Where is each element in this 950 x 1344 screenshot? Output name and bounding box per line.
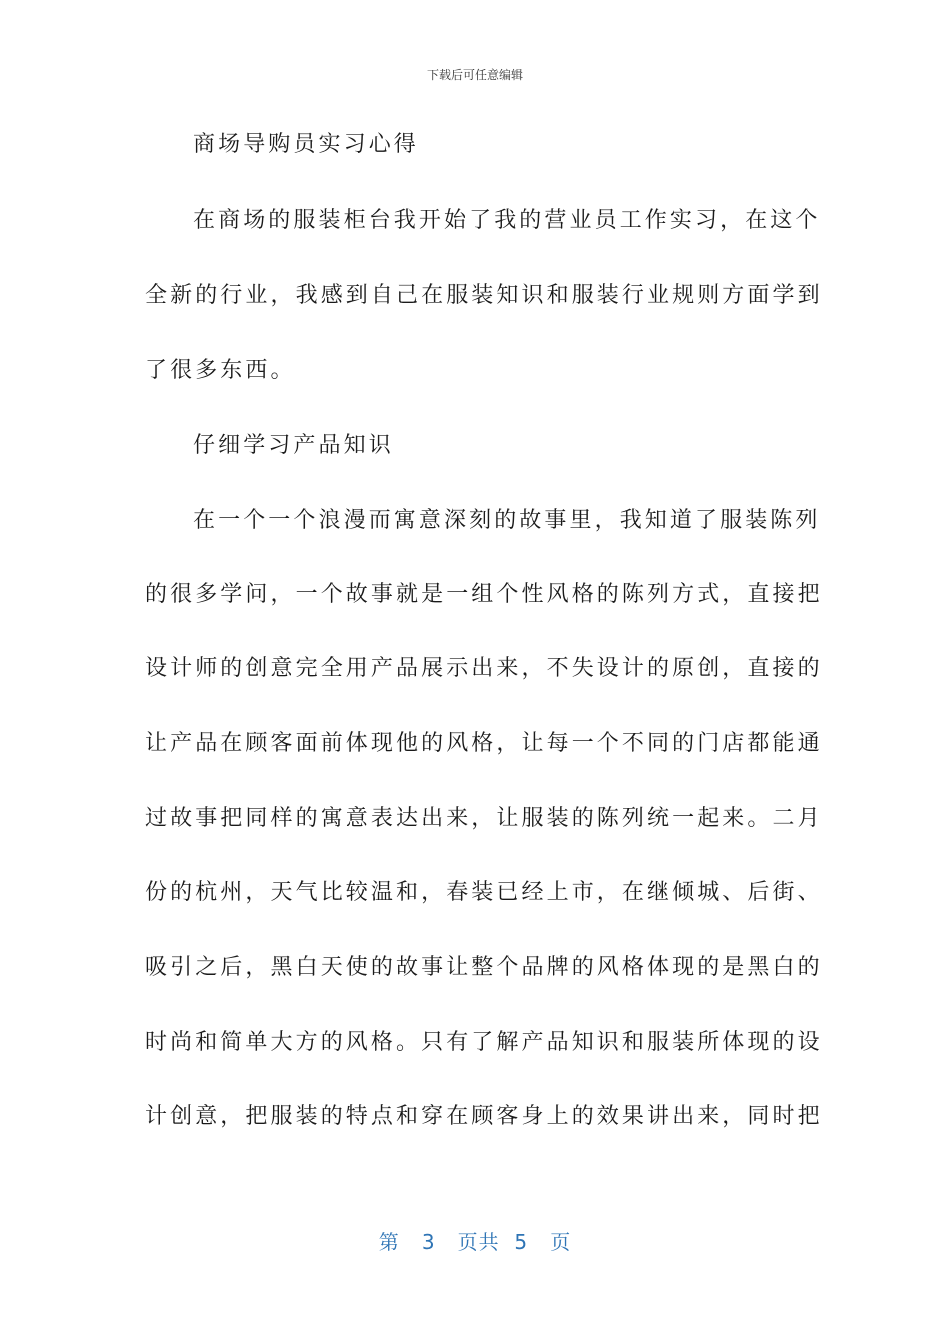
- section-heading: 仔细学习产品知识: [193, 433, 394, 458]
- page-label-prefix: 第: [378, 1230, 400, 1254]
- current-page-number: 3: [421, 1230, 436, 1254]
- header-note: 下载后可任意编辑: [426, 68, 523, 82]
- paragraph-line: 过故事把同样的寓意表达出来，让服装的陈列统一起来。二月: [145, 806, 823, 831]
- paragraph-line: 计创意，把服装的特点和穿在顾客身上的效果讲出来，同时把: [145, 1104, 823, 1129]
- page-label-middle: 页共: [457, 1230, 500, 1254]
- paragraph-line: 的很多学问，一个故事就是一组个性风格的陈列方式，直接把: [145, 582, 823, 607]
- paragraph-line: 时尚和简单大方的风格。只有了解产品知识和服装所体现的设: [145, 1030, 823, 1055]
- page-label-suffix: 页: [550, 1230, 572, 1254]
- paragraph-line: 吸引之后，黑白天使的故事让整个品牌的风格体现的是黑白的: [145, 955, 823, 980]
- document-title: 商场导购员实习心得: [193, 132, 419, 157]
- paragraph-line: 在商场的服装柜台我开始了我的营业员工作实习，在这个: [193, 208, 821, 233]
- paragraph-line: 份的杭州，天气比较温和，春装已经上市，在继倾城、后街、: [145, 880, 823, 905]
- paragraph-line: 在一个一个浪漫而寓意深刻的故事里，我知道了服装陈列: [193, 508, 821, 533]
- paragraph-line: 让产品在顾客面前体现他的风格，让每一个不同的门店都能通: [145, 731, 823, 756]
- total-pages-number: 5: [514, 1230, 529, 1254]
- page-footer: [0, 1226, 950, 1255]
- paragraph-line: 全新的行业，我感到自己在服装知识和服装行业规则方面学到: [145, 283, 823, 308]
- paragraph-line: 了很多东西。: [145, 358, 296, 383]
- paragraph-line: 设计师的创意完全用产品展示出来，不失设计的原创，直接的: [145, 656, 823, 681]
